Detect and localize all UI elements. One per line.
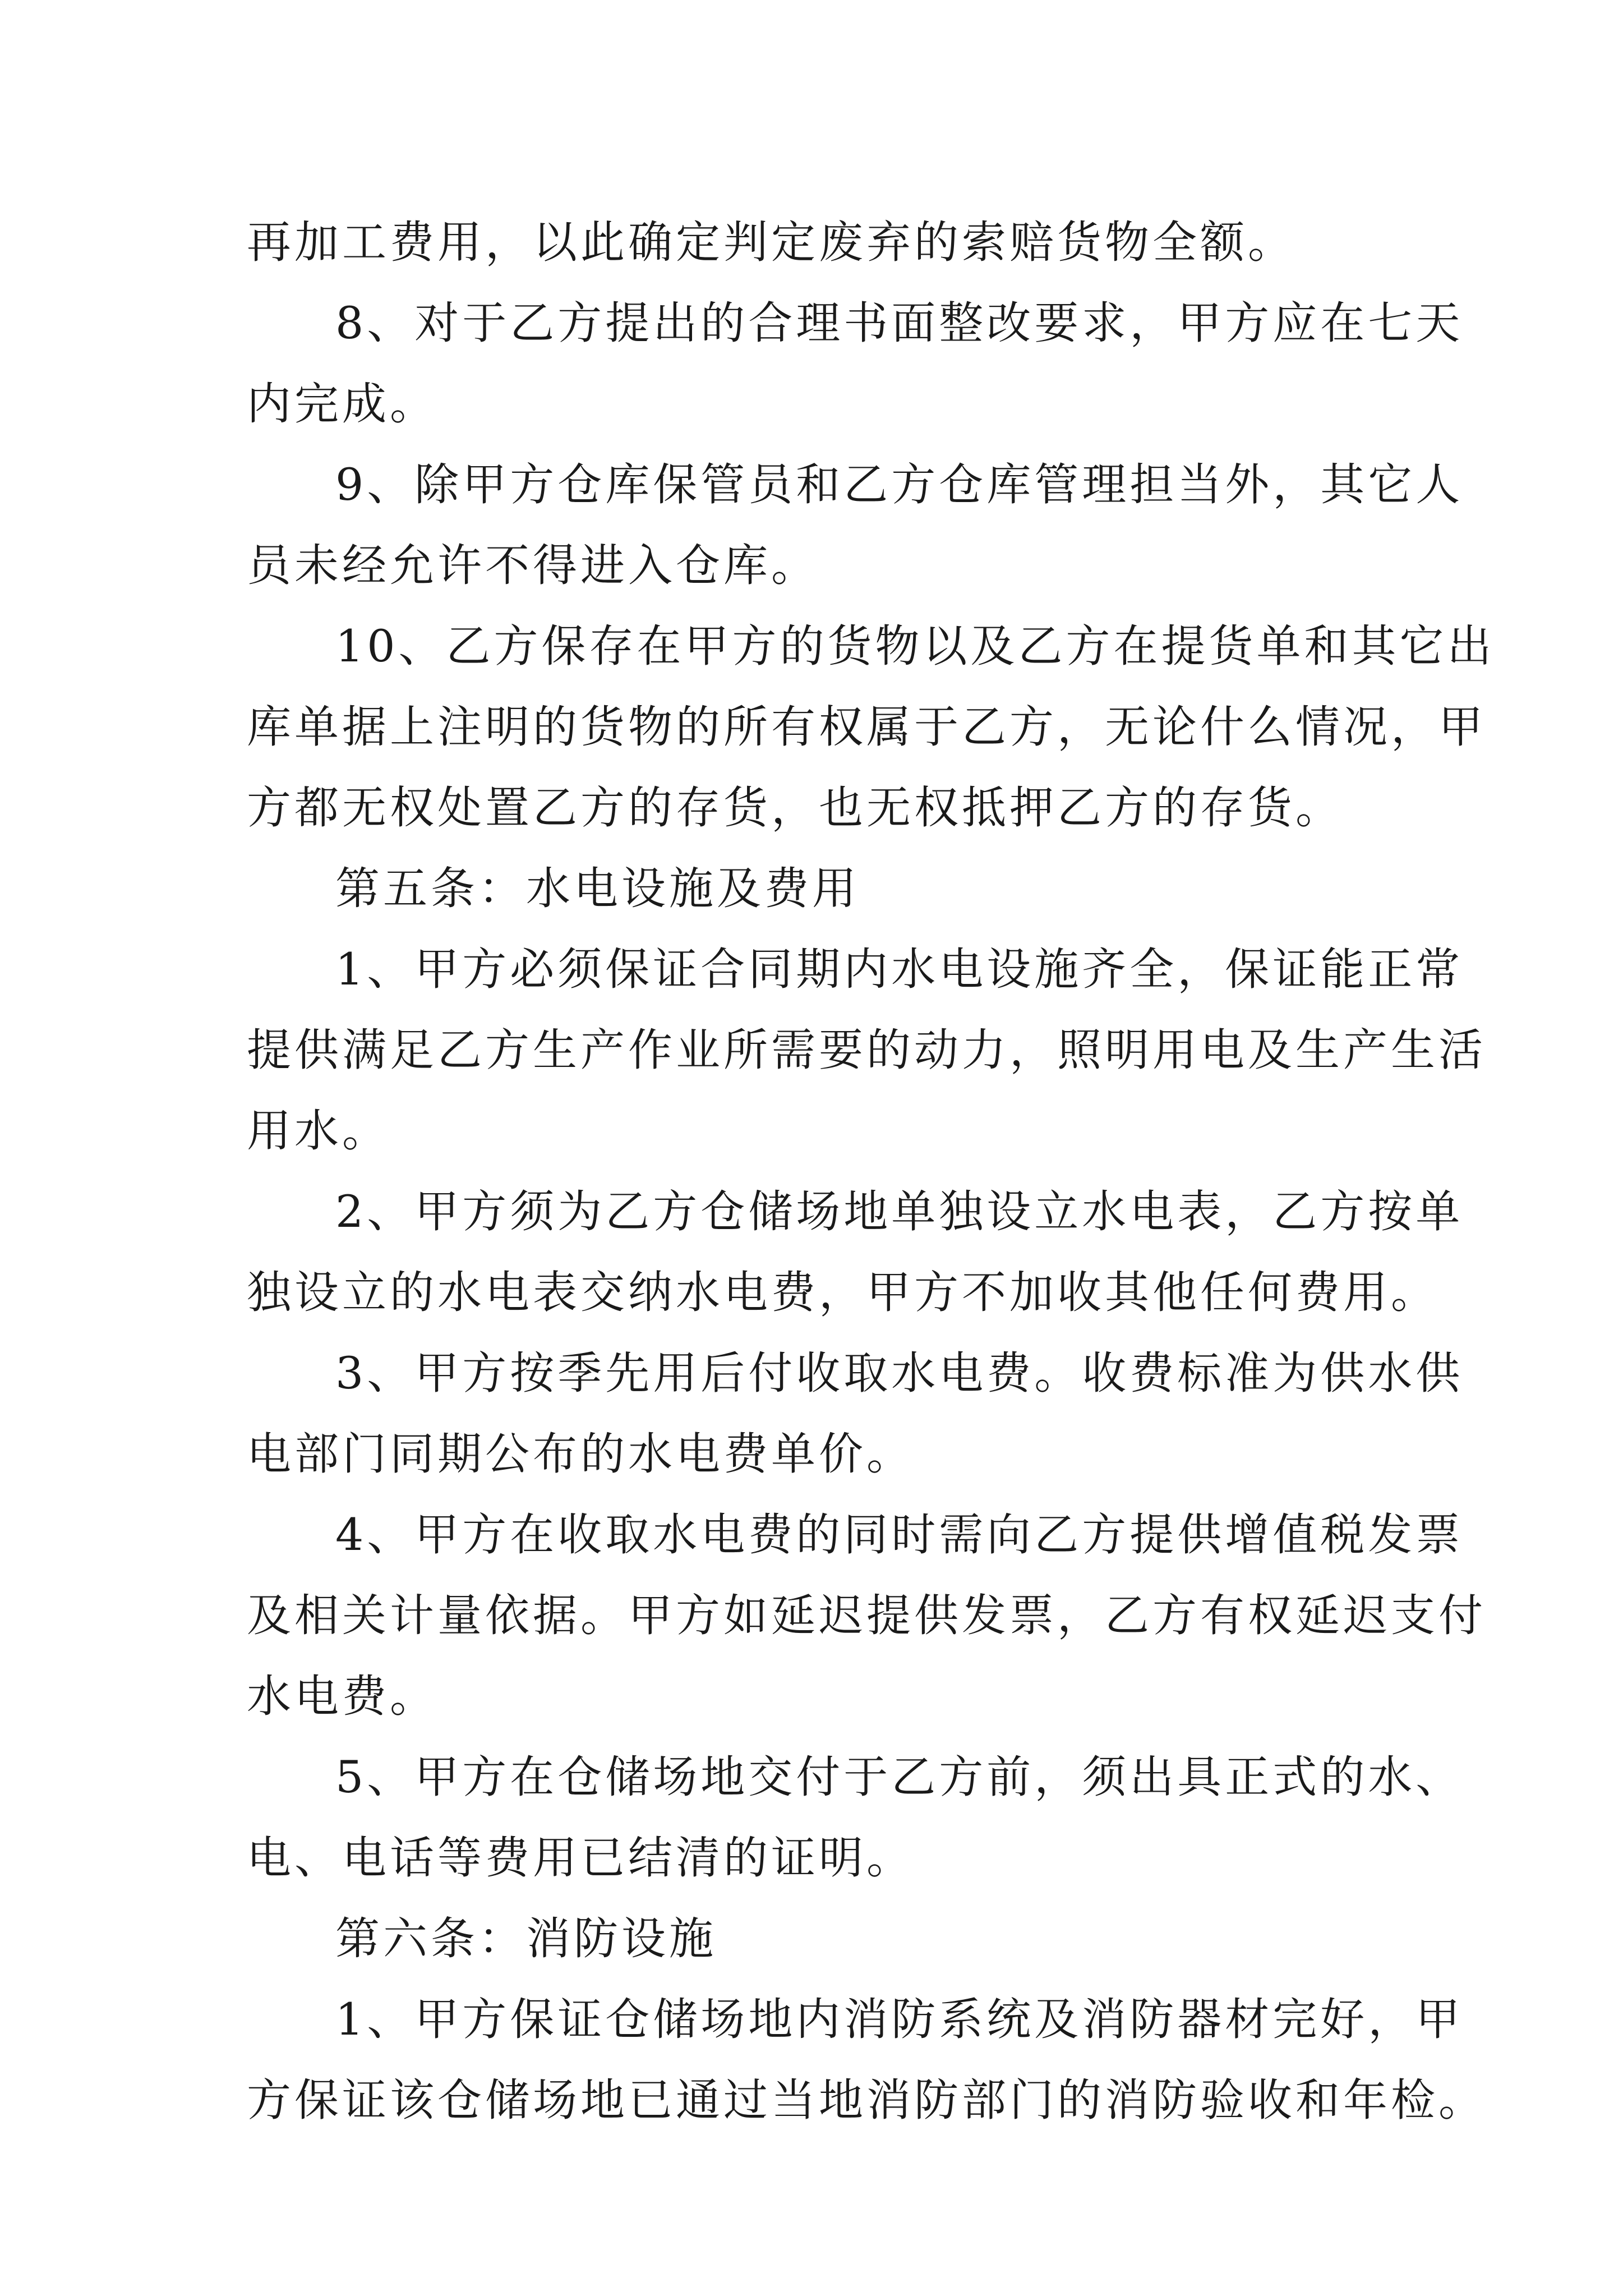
clause-10-line: 10、乙方保存在甲方的货物以及乙方在提货单和其它出 (335, 620, 1495, 672)
article-5-clause-2-line: 2、甲方须为乙方仓储场地单独设立水电表，乙方按单 (335, 1186, 1464, 1237)
clause-8-line: 8、对于乙方提出的合理书面整改要求，甲方应在七天 (335, 297, 1464, 349)
text-line: 电部门同期公布的水电费单价。 (247, 1428, 914, 1480)
document-page (247, 202, 1495, 2141)
text-line: 用水。 (247, 1105, 390, 1157)
text-line: 方都无权处置乙方的存货，也无权抵押乙方的存货。 (247, 782, 1343, 834)
text-line: 再加工费用，以此确定判定废弃的索赔货物全额。 (247, 217, 1295, 268)
article-5-clause-5-line: 5、甲方在仓储场地交付于乙方前，须出具正式的水、 (335, 1751, 1464, 1803)
text-line: 及相关计量依据。甲方如延迟提供发票，乙方有权延迟支付 (247, 1590, 1486, 1641)
article-5-clause-3-line: 3、甲方按季先用后付收取水电费。收费标准为供水供 (335, 1347, 1464, 1399)
article-6-clause-1-line: 1、甲方保证仓储场地内消防系统及消防器材完好，甲 (335, 1994, 1464, 2045)
text-line: 电、电话等费用已结清的证明。 (247, 1832, 914, 1884)
text-line: 库单据上注明的货物的所有权属于乙方，无论什么情况，甲 (247, 701, 1486, 753)
text-line: 水电费。 (247, 1671, 437, 1722)
article-5-heading: 第五条：水电设施及费用 (335, 863, 860, 914)
text-line: 内完成。 (247, 378, 437, 430)
article-6-heading: 第六条：消防设施 (335, 1913, 717, 1964)
text-line: 员未经允许不得进入仓库。 (247, 540, 819, 591)
article-5-clause-1-line: 1、甲方必须保证合同期内水电设施齐全，保证能正常 (335, 944, 1464, 995)
clause-9-line: 9、除甲方仓库保管员和乙方仓库管理担当外，其它人 (335, 459, 1464, 510)
text-line: 独设立的水电表交纳水电费，甲方不加收其他任何费用。 (247, 1267, 1438, 1318)
article-5-clause-4-line: 4、甲方在收取水电费的同时需向乙方提供增值税发票 (335, 1509, 1464, 1561)
text-line: 方保证该仓储场地已通过当地消防部门的消防验收和年检。 (247, 2074, 1486, 2126)
text-line: 提供满足乙方生产作业所需要的动力，照明用电及生产生活 (247, 1024, 1486, 1076)
